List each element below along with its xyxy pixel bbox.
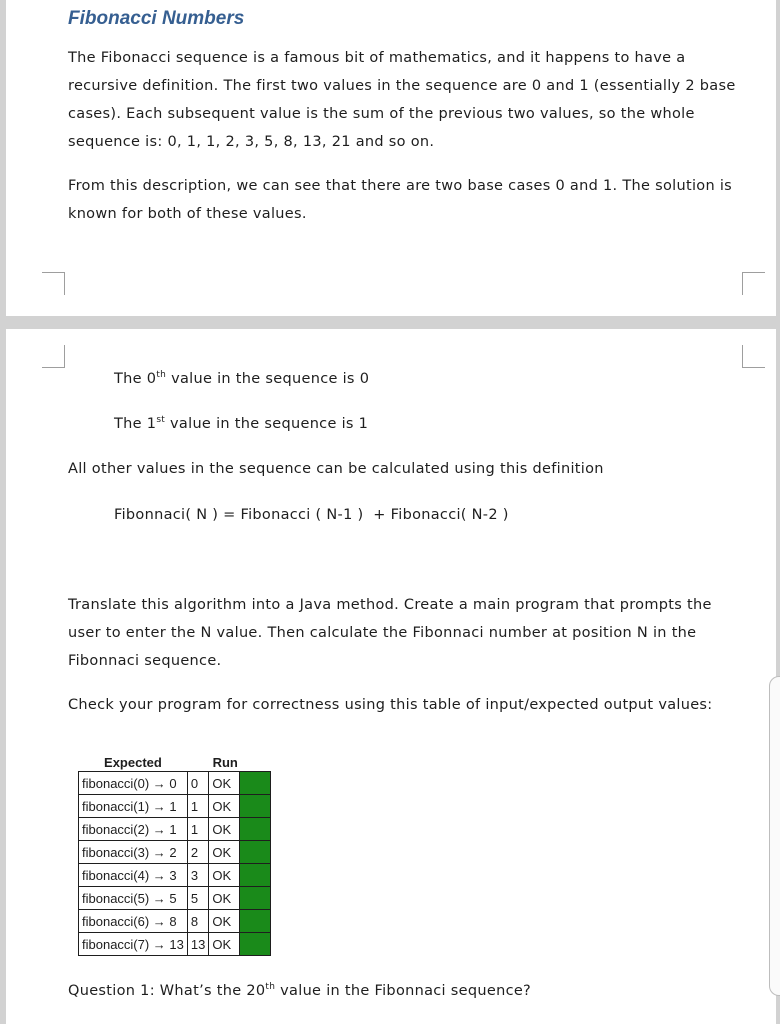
- table-row: [79, 933, 271, 956]
- expected-cell: fibonacci(1) → 1: [79, 795, 188, 818]
- expected-cell: fibonacci(6) → 8: [79, 910, 188, 933]
- run-cell: 2: [187, 841, 208, 864]
- column-header-expected: Expected: [104, 755, 162, 770]
- margin-corner-mark: [42, 272, 65, 295]
- document-page-2: [6, 329, 776, 1024]
- question-1: Question 1: What’s the 20th value in the Fibonnaci sequence?: [68, 982, 532, 999]
- status-cell: OK: [209, 910, 240, 933]
- first-value-line: The 1st value in the sequence is 1: [114, 415, 369, 432]
- run-cell: 8: [187, 910, 208, 933]
- expected-cell: fibonacci(3) → 2: [79, 841, 188, 864]
- pass-indicator: [240, 818, 271, 841]
- zeroth-value-line: The 0th value in the sequence is 0: [114, 370, 370, 387]
- expected-cell: fibonacci(7) → 13: [79, 933, 188, 956]
- table-row: [79, 864, 271, 887]
- check-instructions: Check your program for correctness using this table of input/expected output values:: [68, 697, 713, 713]
- pass-indicator: [240, 864, 271, 887]
- base-cases-paragraph: From this description, we can see that there are two base cases 0 and 1. The solution is known for both of these values.: [68, 178, 733, 222]
- pass-indicator: [240, 841, 271, 864]
- pass-indicator: [240, 887, 271, 910]
- expected-cell: fibonacci(2) → 1: [79, 818, 188, 841]
- intro-paragraph: The Fibonacci sequence is a famous bit of mathematics, and it happens to have a recursive definition. The first two values in the sequence are 0 and 1 (essentially 2 base cases). Each subsequent value is the sum of the previous two values, so the whole sequence is: 0, 1, 1, 2, 3, 5, 8, 13, 21 and so on.: [68, 50, 736, 150]
- table-row: [79, 818, 271, 841]
- page-title: Fibonacci Numbers: [68, 8, 245, 29]
- run-cell: 1: [187, 818, 208, 841]
- status-cell: OK: [209, 933, 240, 956]
- expected-cell: fibonacci(5) → 5: [79, 887, 188, 910]
- margin-corner-mark: [42, 345, 65, 368]
- status-cell: OK: [209, 795, 240, 818]
- margin-corner-mark: [742, 272, 765, 295]
- definition-intro: All other values in the sequence can be calculated using this definition: [68, 461, 604, 477]
- expected-cell: fibonacci(0) → 0: [79, 772, 188, 795]
- status-cell: OK: [209, 841, 240, 864]
- recursive-formula: Fibonnaci( N ) = Fibonacci ( N-1 ) + Fibonacci( N-2 ): [114, 507, 509, 523]
- task-paragraph: Translate this algorithm into a Java method. Create a main program that prompts the user to enter the N value. Then calculate the Fibonnaci number at position N in the Fibonnaci sequence.: [68, 597, 712, 669]
- run-cell: 0: [187, 772, 208, 795]
- status-cell: OK: [209, 818, 240, 841]
- test-results-table: [78, 754, 271, 956]
- run-cell: 3: [187, 864, 208, 887]
- status-cell: OK: [209, 772, 240, 795]
- run-cell: 13: [187, 933, 208, 956]
- pass-indicator: [240, 772, 271, 795]
- table-row: [79, 841, 271, 864]
- table-row: [79, 772, 271, 795]
- column-header-run: Run: [212, 755, 238, 770]
- status-cell: OK: [209, 887, 240, 910]
- side-scroll-handle[interactable]: [769, 676, 780, 996]
- run-cell: 5: [187, 887, 208, 910]
- table-row: [79, 887, 271, 910]
- table-row: [79, 910, 271, 933]
- document-page-1: [6, 0, 776, 316]
- status-cell: OK: [209, 864, 240, 887]
- run-cell: 1: [187, 795, 208, 818]
- expected-cell: fibonacci(4) → 3: [79, 864, 188, 887]
- table-row: [79, 795, 271, 818]
- pass-indicator: [240, 795, 271, 818]
- pass-indicator: [240, 910, 271, 933]
- pass-indicator: [240, 933, 271, 956]
